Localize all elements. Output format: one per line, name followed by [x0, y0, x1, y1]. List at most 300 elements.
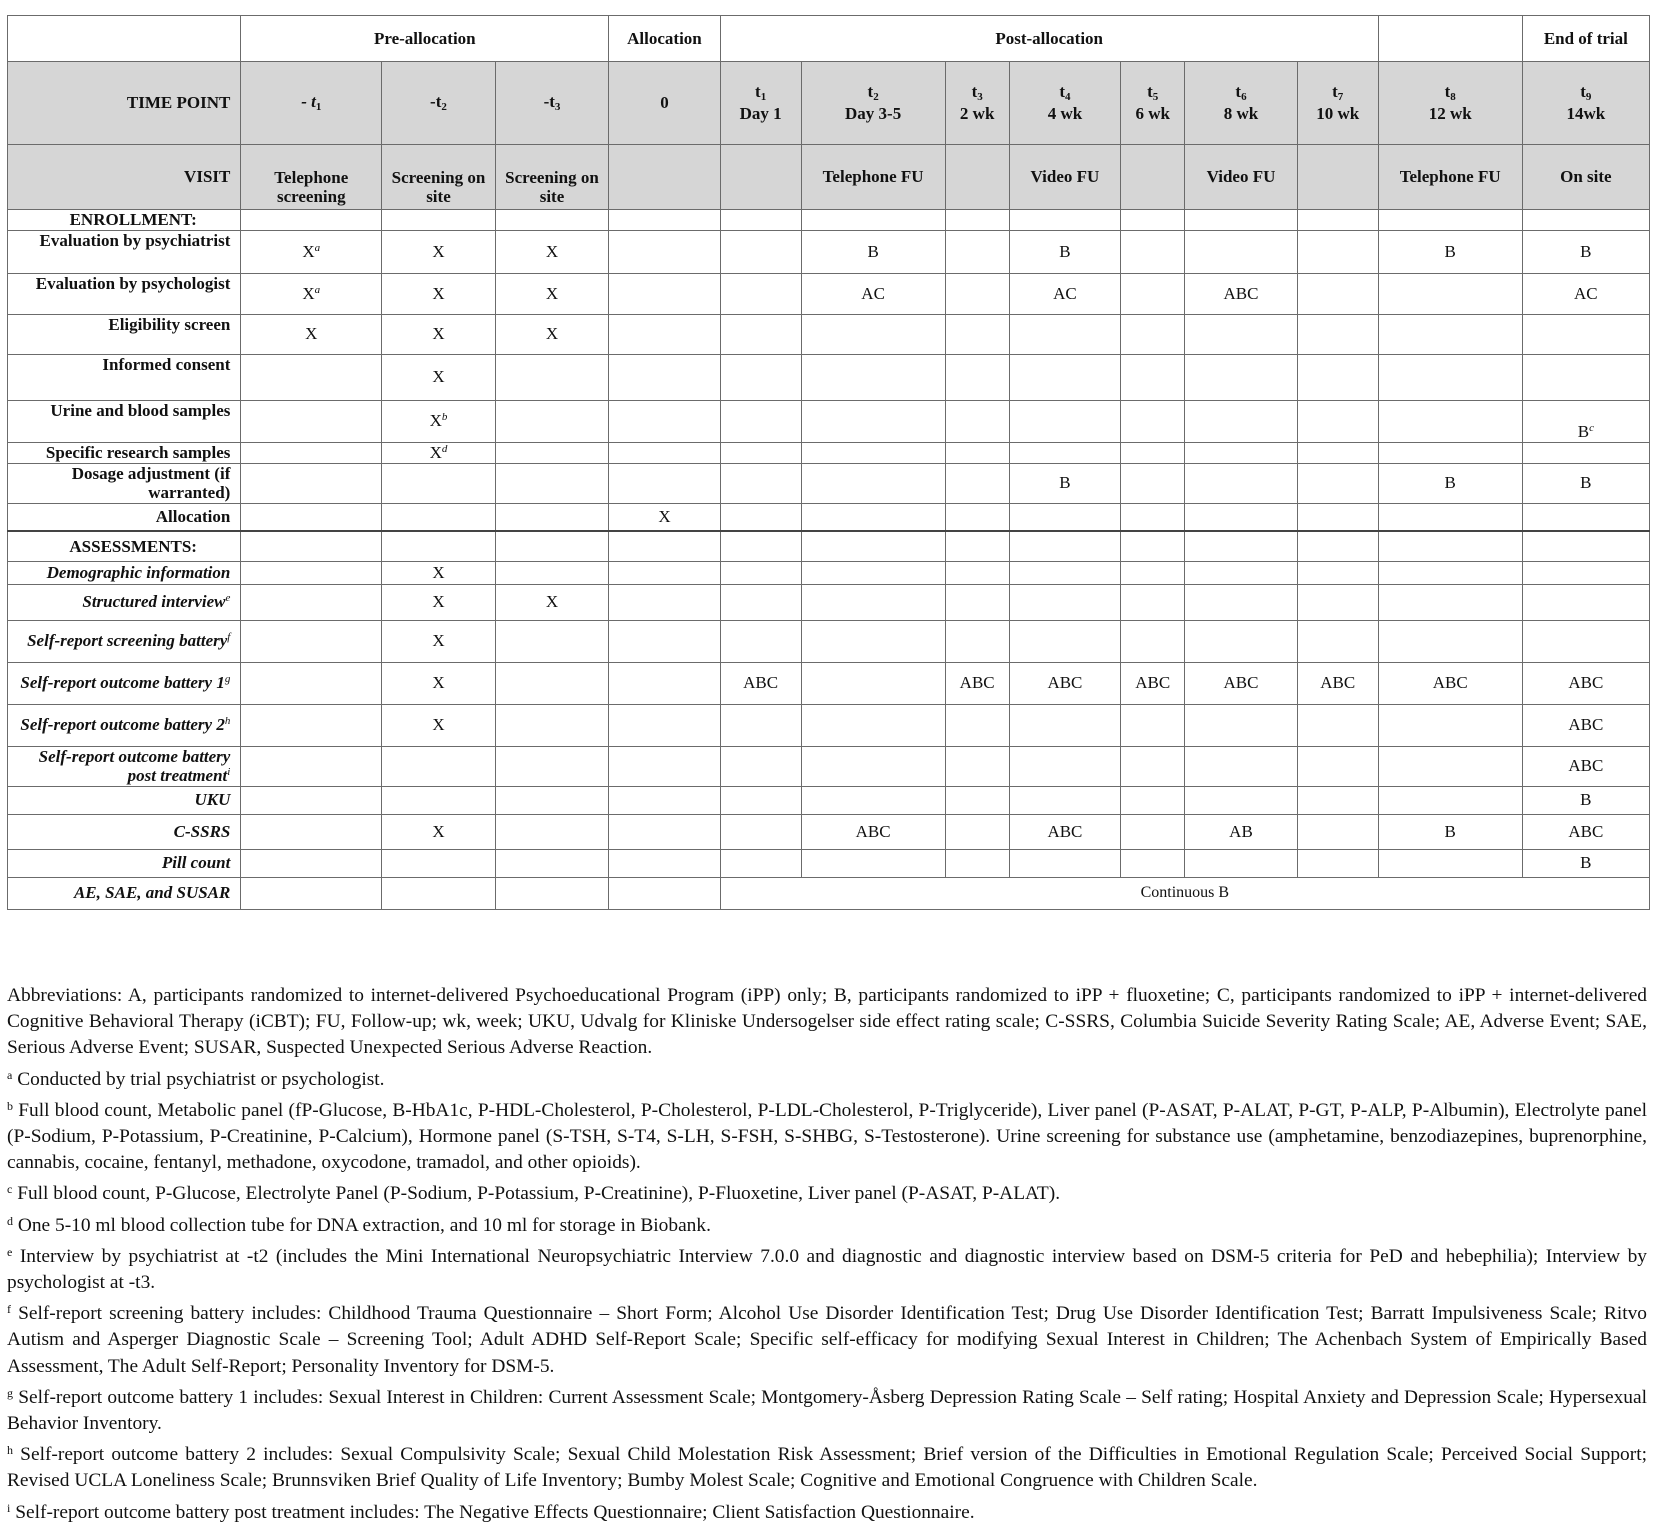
- assessment-cell: [801, 561, 945, 584]
- assessment-cell: ABC: [1009, 814, 1120, 849]
- enrollment-cell: [801, 314, 945, 354]
- enrollment-cell: [1378, 273, 1522, 314]
- enrollment-cell: [1378, 503, 1522, 531]
- enrollment-cell: [720, 503, 801, 531]
- enrollment-cell: [1185, 400, 1297, 442]
- enrollment-header-row: [8, 210, 1650, 231]
- empty-cell: [241, 210, 382, 231]
- time-point-sym: -t: [430, 92, 442, 112]
- enrollment-cell: X: [382, 354, 496, 400]
- enrollment-cell: [241, 442, 382, 463]
- enrollment-cell: [1009, 503, 1120, 531]
- enrollment-cell: [609, 463, 720, 503]
- assessment-cell: [945, 704, 1009, 746]
- footnote-e: $^e$ Interview by psychiatrist at -t2 (includes the Mini International Neuropsychiatric Interview 7.0.0 and diagnostic and diagnostic interview based on DSM-5 criteria for PeD and hebephilia); Interview by psychologist at -t3.: [7, 1244, 1647, 1294]
- assessment-cell: [241, 814, 382, 849]
- time-point-day-label: Day 1: [739, 104, 782, 124]
- time-point-symbol: [385, 92, 492, 114]
- enrollment-row-label: Dosage adjustment (if warranted): [8, 463, 241, 503]
- assessment-row: [8, 849, 1650, 877]
- enrollment-cell: [945, 314, 1009, 354]
- assessment-cell: [495, 620, 609, 662]
- footnote-marker: d: [441, 442, 448, 455]
- enrollment-cell: [945, 503, 1009, 531]
- assessment-cell: B: [1378, 814, 1522, 849]
- enrollment-cell: [1297, 273, 1378, 314]
- assessment-row-label: [8, 620, 241, 662]
- enrollment-cell: [382, 442, 496, 463]
- time-point-cell: [495, 62, 609, 145]
- footnote-d: $^d$ One 5-10 ml blood collection tube for DNA extraction, and 10 ml for storage in Biobank.: [7, 1213, 711, 1236]
- assessment-cell: [1009, 786, 1120, 814]
- enrollment-cell: [609, 400, 720, 442]
- assessment-cell: [720, 620, 801, 662]
- assessment-row-label: UKU: [8, 786, 241, 814]
- enrollment-cell: [1185, 442, 1297, 463]
- assessment-cell: [609, 849, 720, 877]
- footnote-marker: f: [227, 631, 231, 644]
- enrollment-cell: [495, 442, 609, 463]
- time-point-symbol: [244, 92, 378, 114]
- time-point-sym: t: [1235, 82, 1242, 102]
- empty-cell: [1522, 531, 1649, 561]
- empty-cell: [945, 210, 1009, 231]
- row-label-text: Self-report outcome battery 2: [20, 715, 225, 735]
- time-point-label: TIME POINT: [8, 62, 241, 145]
- time-point-symbol: [805, 82, 942, 104]
- assessment-cell: [1009, 746, 1120, 786]
- enrollment-cell: [801, 400, 945, 442]
- assessment-cell: [1297, 584, 1378, 620]
- enrollment-cell: [1121, 230, 1185, 273]
- footnote-marker: e: [225, 592, 231, 605]
- assessment-cell: [609, 704, 720, 746]
- visit-cell: On site: [1522, 145, 1649, 210]
- time-point-subscript: 9: [1585, 91, 1592, 104]
- assessment-cell: [1522, 620, 1649, 662]
- empty-cell: [801, 531, 945, 561]
- assessment-cell: [1297, 786, 1378, 814]
- time-point-day-label: 12 wk: [1428, 104, 1472, 124]
- time-point-day-label: 8 wk: [1223, 104, 1259, 124]
- enrollment-cell: [495, 463, 609, 503]
- time-point-symbol: [949, 82, 1006, 104]
- assessment-cell: [1121, 746, 1185, 786]
- assessment-cell: [720, 561, 801, 584]
- assessment-cell: [241, 584, 382, 620]
- empty-cell: [241, 531, 382, 561]
- time-point-subscript: 2: [873, 91, 879, 104]
- enrollment-cell: AC: [1522, 273, 1649, 314]
- empty-cell: [720, 531, 801, 561]
- enrollment-cell: [1297, 230, 1378, 273]
- assessment-cell: [801, 704, 945, 746]
- enrollment-cell: [1297, 503, 1378, 531]
- enrollment-cell: [1297, 314, 1378, 354]
- assessment-row: [8, 662, 1650, 704]
- footnote-marker: i: [227, 766, 231, 779]
- time-point-sym: - t: [301, 92, 316, 112]
- enrollment-cell: [945, 400, 1009, 442]
- enrollment-row-label: Informed consent: [8, 354, 241, 400]
- assessments-header-row-label: ASSESSMENTS:: [8, 531, 241, 561]
- enrollment-cell: [1378, 314, 1522, 354]
- phase-header-row: [8, 16, 1650, 62]
- footnote-marker: g: [224, 673, 231, 686]
- enrollment-cell: [945, 463, 1009, 503]
- enrollment-row: [8, 314, 1650, 354]
- visit-cell: Telephone screening: [241, 145, 382, 210]
- enrollment-cell: ABC: [1185, 273, 1297, 314]
- assessment-cell: AB: [1185, 814, 1297, 849]
- enrollment-cell: [1378, 354, 1522, 400]
- enrollment-cell: [945, 273, 1009, 314]
- assessment-cell: [609, 814, 720, 849]
- time-point-subscript: 1: [760, 91, 767, 104]
- assessment-cell: [241, 877, 382, 909]
- enrollment-cell: [1121, 354, 1185, 400]
- assessment-cell: X: [495, 584, 609, 620]
- time-point-cell: [1297, 62, 1378, 145]
- enrollment-cell: [241, 230, 382, 273]
- assessment-cell: [495, 561, 609, 584]
- time-point-cell: [609, 62, 720, 145]
- time-point-cell: [382, 62, 496, 145]
- assessment-cell: [1185, 620, 1297, 662]
- assessment-row: [8, 704, 1650, 746]
- assessment-cell: [241, 662, 382, 704]
- empty-cell: [801, 210, 945, 231]
- enrollment-cell: [1185, 503, 1297, 531]
- enrollment-cell: [609, 273, 720, 314]
- assessment-cell: X: [382, 704, 496, 746]
- assessment-cell: ABC: [801, 814, 945, 849]
- time-point-cell: [241, 62, 382, 145]
- schedule-body: [8, 16, 1650, 910]
- enrollment-cell: B: [1009, 463, 1120, 503]
- assessment-cell: [495, 662, 609, 704]
- time-point-subscript: 6: [1241, 91, 1247, 104]
- assessment-cell: [382, 849, 496, 877]
- footnote-marker: c: [1589, 422, 1594, 434]
- assessment-cell: X: [382, 620, 496, 662]
- time-point-day-label: 4 wk: [1047, 104, 1083, 124]
- empty-cell: [1121, 531, 1185, 561]
- enrollment-cell: [720, 354, 801, 400]
- assessment-cell: [801, 620, 945, 662]
- time-point-subscript: 4: [1065, 91, 1071, 104]
- assessment-cell: [1185, 786, 1297, 814]
- enrollment-cell: [1522, 503, 1649, 531]
- time-point-day-label: 2 wk: [959, 104, 995, 124]
- assessment-cell: ABC: [945, 662, 1009, 704]
- time-point-symbol: [1124, 82, 1181, 104]
- assessment-cell: [1297, 849, 1378, 877]
- assessment-cell: [1297, 561, 1378, 584]
- enrollment-cell: [1297, 463, 1378, 503]
- assessment-cell: [1009, 561, 1120, 584]
- assessment-cell: [945, 746, 1009, 786]
- assessment-cell: [1297, 704, 1378, 746]
- corner-cell: [8, 16, 241, 62]
- enrollment-cell: AC: [801, 273, 945, 314]
- assessment-cell: [720, 746, 801, 786]
- assessment-cell: [241, 849, 382, 877]
- time-point-row: [8, 62, 1650, 145]
- time-point-cell: [1378, 62, 1522, 145]
- enrollment-cell: [1297, 442, 1378, 463]
- assessment-row-label: [8, 746, 241, 786]
- assessment-cell: [1378, 786, 1522, 814]
- enrollment-cell: [720, 400, 801, 442]
- enrollment-cell: B: [1009, 230, 1120, 273]
- assessment-cell: [495, 849, 609, 877]
- enrollment-cell: B: [1522, 463, 1649, 503]
- enrollment-cell: [1522, 442, 1649, 463]
- enrollment-cell: B: [1522, 230, 1649, 273]
- time-point-cell: [945, 62, 1009, 145]
- row-label-text: Self-report outcome battery post treatment: [38, 746, 231, 786]
- empty-cell: [1009, 210, 1120, 231]
- time-point-sym: t: [755, 82, 761, 102]
- assessment-cell: X: [382, 662, 496, 704]
- time-point-sym: t: [1444, 82, 1451, 102]
- time-point-sym: 0: [660, 93, 669, 113]
- enrollment-cell: [1297, 400, 1378, 442]
- assessment-cell: [382, 877, 496, 909]
- assessment-cell: [1185, 746, 1297, 786]
- empty-cell: [495, 210, 609, 231]
- assessment-cell: [801, 584, 945, 620]
- assessment-cell: [241, 746, 382, 786]
- enrollment-cell: X: [495, 230, 609, 273]
- assessments-header-row: [8, 531, 1650, 561]
- assessment-cell: [801, 746, 945, 786]
- empty-cell: [1185, 210, 1297, 231]
- enrollment-cell: [1121, 273, 1185, 314]
- enrollment-cell: [1378, 400, 1522, 442]
- enrollment-cell: [609, 230, 720, 273]
- assessment-cell: [801, 662, 945, 704]
- assessment-cell: [609, 561, 720, 584]
- time-point-day-label: 6 wk: [1135, 104, 1170, 124]
- assessment-row-label: AE, SAE, and SUSAR: [8, 877, 241, 909]
- enrollment-cell: [720, 442, 801, 463]
- enrollment-cell: [382, 503, 496, 531]
- enrollment-cell: [945, 230, 1009, 273]
- empty-cell: [1378, 210, 1522, 231]
- visit-label: VISIT: [8, 145, 241, 210]
- assessment-cell: [945, 620, 1009, 662]
- assessment-row: [8, 746, 1650, 786]
- time-point-day-label: 14wk: [1566, 104, 1606, 124]
- empty-cell: [609, 210, 720, 231]
- footnote-i: $^i$ Self-report outcome battery post treatment includes: The Negative Effects Questionnaire; Client Satisfaction Questionnaire.: [7, 1500, 975, 1523]
- time-point-cell: [1009, 62, 1120, 145]
- assessment-cell: [801, 849, 945, 877]
- enrollment-cell: AC: [1009, 273, 1120, 314]
- assessment-cell: ABC: [1009, 662, 1120, 704]
- assessment-cell: [1522, 561, 1649, 584]
- visit-cell: [609, 145, 720, 210]
- assessment-cell: [609, 877, 720, 909]
- time-point-sym: t: [1332, 82, 1338, 102]
- assessment-cell: [1121, 584, 1185, 620]
- enrollment-cell: [1009, 354, 1120, 400]
- assessment-cell: [1378, 849, 1522, 877]
- enrollment-cell: [801, 442, 945, 463]
- time-point-symbol: [1188, 82, 1293, 104]
- enrollment-row-label: Allocation: [8, 503, 241, 531]
- row-label-text: Self-report outcome battery 1: [20, 673, 225, 693]
- assessment-cell: [945, 561, 1009, 584]
- enrollment-cell: [495, 354, 609, 400]
- row-label-text: Structured interview: [82, 592, 226, 612]
- time-point-subscript: 7: [1337, 91, 1344, 104]
- cell-value: B: [1577, 422, 1590, 441]
- enrollment-cell: [495, 400, 609, 442]
- footnote-g: $^g$ Self-report outcome battery 1 includes: Sexual Interest in Children: Current Assessment Scale; Montgomery-Åsberg Depression Rating Scale – Self rating; Hospital Anxiety and Depression Scale; Hypersexual Behavior Inventory.: [7, 1385, 1647, 1435]
- empty-cell: [1121, 210, 1185, 231]
- cell-value: X: [429, 442, 442, 462]
- assessment-cell: [1378, 620, 1522, 662]
- enrollment-cell: [1009, 400, 1120, 442]
- enrollment-cell: X: [382, 273, 496, 314]
- visit-cell: [720, 145, 801, 210]
- empty-cell: [720, 210, 801, 231]
- assessment-cell: [609, 584, 720, 620]
- assessment-cell: [720, 849, 801, 877]
- enrollment-cell: [382, 463, 496, 503]
- time-point-subscript: 8: [1450, 91, 1456, 104]
- row-label-text: Self-report screening battery: [27, 631, 228, 651]
- enrollment-cell: [1185, 230, 1297, 273]
- enrollment-cell: [720, 463, 801, 503]
- assessment-cell: ABC: [1297, 662, 1378, 704]
- phase-allocation: Allocation: [609, 16, 720, 62]
- enrollment-row: [8, 442, 1650, 463]
- assessment-cell: [945, 786, 1009, 814]
- assessment-cell: ABC: [1522, 662, 1649, 704]
- assessment-cell: [495, 786, 609, 814]
- enrollment-cell: X: [382, 314, 496, 354]
- assessment-cell: [1009, 849, 1120, 877]
- enrollment-cell: X: [241, 314, 382, 354]
- enrollment-row-label: Evaluation by psychologist: [8, 273, 241, 314]
- assessment-cell: [495, 877, 609, 909]
- assessment-cell: [1185, 704, 1297, 746]
- visit-cell: Telephone FU: [1378, 145, 1522, 210]
- footnote-c: $^c$ Full blood count, P-Glucose, Electrolyte Panel (P-Sodium, P-Potassium, P-Creatinine), P-Fluoxetine, Liver panel (P-ASAT, P-ALAT).: [7, 1182, 1061, 1205]
- empty-cell: [495, 531, 609, 561]
- assessment-cell: [495, 746, 609, 786]
- time-point-symbol: [1382, 82, 1519, 104]
- assessment-cell: ABC: [1121, 662, 1185, 704]
- assessment-cell: ABC: [1522, 746, 1649, 786]
- assessment-row-label: [8, 662, 241, 704]
- enrollment-cell: [720, 230, 801, 273]
- enrollment-cell: [1121, 503, 1185, 531]
- phase-end-of-trial: End of trial: [1522, 16, 1649, 62]
- time-point-symbol: [499, 92, 606, 114]
- assessment-row: [8, 561, 1650, 584]
- time-point-subscript: 2: [441, 101, 447, 114]
- enrollment-cell: B: [801, 230, 945, 273]
- enrollment-cell: B: [1378, 230, 1522, 273]
- enrollment-row: [8, 273, 1650, 314]
- assessment-cell: ABC: [1185, 662, 1297, 704]
- enrollment-cell: [1185, 314, 1297, 354]
- assessment-cell: [1009, 584, 1120, 620]
- visit-cell: Screening on site: [382, 145, 496, 210]
- assessment-cell: [1185, 849, 1297, 877]
- assessment-cell: [1378, 584, 1522, 620]
- assessment-cell: [720, 704, 801, 746]
- visit-cell: Video FU: [1009, 145, 1120, 210]
- assessment-cell: [945, 584, 1009, 620]
- empty-cell: [1522, 210, 1649, 231]
- empty-cell: [382, 531, 496, 561]
- assessment-cell: [720, 814, 801, 849]
- assessment-cell: X: [382, 814, 496, 849]
- enrollment-row: [8, 230, 1650, 273]
- enrollment-cell: X: [495, 273, 609, 314]
- assessment-cell: [1522, 584, 1649, 620]
- enrollment-row: [8, 400, 1650, 442]
- enrollment-cell: [495, 503, 609, 531]
- enrollment-cell: [241, 400, 382, 442]
- time-point-sym: t: [1147, 82, 1153, 102]
- enrollment-cell: B: [1378, 463, 1522, 503]
- schedule-table: [7, 15, 1650, 910]
- enrollment-cell: X: [495, 314, 609, 354]
- assessment-cell: [495, 704, 609, 746]
- footnote-marker: b: [441, 411, 448, 424]
- enrollment-cell: [1185, 354, 1297, 400]
- enrollment-cell: [1121, 314, 1185, 354]
- assessment-cell: [495, 814, 609, 849]
- assessment-cell: X: [382, 561, 496, 584]
- footnote-marker: a: [314, 241, 321, 254]
- enrollment-row-label: Eligibility screen: [8, 314, 241, 354]
- assessment-cell: B: [1522, 786, 1649, 814]
- time-point-cell: [1185, 62, 1297, 145]
- assessment-cell: [1297, 746, 1378, 786]
- continuous-cell: Continuous B: [720, 877, 1649, 909]
- time-point-sym: t: [1059, 82, 1066, 102]
- footnote-a: $^a$ Conducted by trial psychiatrist or psychologist.: [7, 1067, 385, 1090]
- footnote-h: $^h$ Self-report outcome battery 2 includes: Sexual Compulsivity Scale; Sexual Child Molestation Risk Assessment; Brief version of the Difficulties in Emotional Regulation Scale; Perceived Social Support; Revised UCLA Loneliness Scale; Brunnsviken Brief Quality of Life Inventory; Bumby Molest Scale; Cognitive and Emotional Congruence with Children Scale.: [7, 1443, 1647, 1492]
- assessment-cell: ABC: [1378, 662, 1522, 704]
- enrollment-cell: [1009, 314, 1120, 354]
- footnote-b: $^b$ Full blood count, Metabolic panel (fP-Glucose, B-HbA1c, P-HDL-Cholesterol, P-Cholesterol, P-LDL-Cholesterol, P-Triglyceride), Liver panel (P-ASAT, P-ALAT, P-GT, P-ALP, P-Albumin), Electrolyte panel (P-Sodium, P-Potassium, P-Creatinine, P-Calcium), Hormone panel (S-TSH, S-T4, S-LH, S-FSH, S-SHBG, S-Testosterone). Urine screening for substance use (amphetamine, benzodiazepines, buprenorphine, cannabis, cocaine, fentanyl, methadone, oxycodone, tramadol, and other opioids).: [7, 1098, 1647, 1174]
- enrollment-row-label: Evaluation by psychiatrist: [8, 230, 241, 273]
- assessment-cell: X: [382, 584, 496, 620]
- time-point-sym: t: [867, 82, 874, 102]
- time-point-cell: [801, 62, 945, 145]
- enrollment-cell: X: [609, 503, 720, 531]
- assessment-cell: [1378, 704, 1522, 746]
- time-point-subscript: 3: [977, 91, 983, 104]
- empty-cell: [382, 210, 496, 231]
- footnote-marker: a: [314, 283, 321, 296]
- enrollment-cell: [801, 503, 945, 531]
- time-point-cell: [720, 62, 801, 145]
- enrollment-cell: [1121, 463, 1185, 503]
- assessment-cell: [1185, 584, 1297, 620]
- enrollment-cell: X: [382, 230, 496, 273]
- time-point-cell: [1121, 62, 1185, 145]
